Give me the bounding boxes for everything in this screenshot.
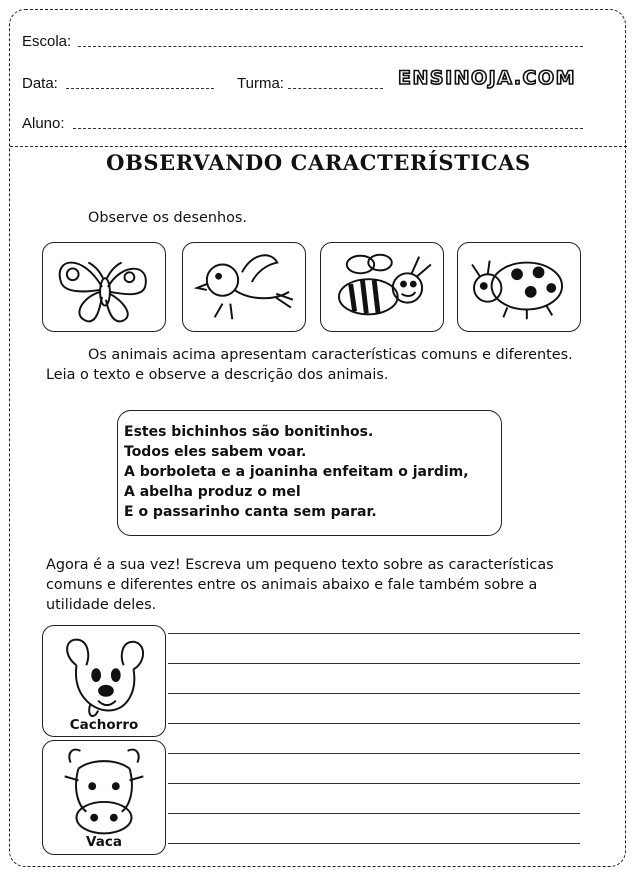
paragraph1-line1: Os animais acima apresentam características comuns e diferentes. — [88, 347, 573, 363]
poem-line: E o passarinho canta sem parar. — [124, 504, 377, 520]
writing-line[interactable] — [168, 843, 580, 844]
turma-label: Turma: — [237, 75, 284, 92]
turma-field[interactable] — [288, 88, 383, 89]
bird-icon — [183, 243, 305, 331]
escola-label: Escola: — [22, 33, 72, 50]
page-title: OBSERVANDO CARACTERÍSTICAS — [106, 150, 531, 175]
ensinoja-logo: ENSINOJA.COM — [398, 67, 577, 89]
butterfly-icon — [43, 243, 165, 331]
poem-line: Todos eles sabem voar. — [124, 444, 307, 460]
animal-label: Vaca — [86, 834, 122, 850]
animal-label: Cachorro — [69, 717, 139, 733]
picture-box-bee — [320, 242, 444, 332]
animal-box-cachorro — [42, 625, 166, 737]
writing-line[interactable] — [168, 723, 580, 724]
paragraph2-line2: comuns e diferentes entre os animais abaixo e fale também sobre a — [46, 577, 538, 593]
ladybug-icon — [458, 243, 580, 331]
poem-line: A abelha produz o mel — [124, 484, 301, 500]
writing-line[interactable] — [168, 813, 580, 814]
header-separator — [10, 146, 627, 147]
data-label: Data: — [22, 75, 58, 92]
picture-box-bird — [182, 242, 306, 332]
escola-field[interactable] — [78, 46, 583, 47]
animal-box-vaca — [42, 740, 166, 855]
writing-line[interactable] — [168, 783, 580, 784]
writing-line[interactable] — [168, 693, 580, 694]
paragraph2-line3: utilidade deles. — [46, 597, 157, 613]
aluno-label: Aluno: — [22, 115, 65, 132]
poem-line: A borboleta e a joaninha enfeitam o jardim, — [124, 464, 469, 480]
instruction-text: Observe os desenhos. — [88, 210, 248, 226]
paragraph2-line1: Agora é a sua vez! Escreva um pequeno texto sobre as características — [46, 557, 554, 573]
writing-line[interactable] — [168, 633, 580, 634]
picture-box-ladybug — [457, 242, 581, 332]
bee-icon — [321, 243, 443, 331]
paragraph1-line2: Leia o texto e observe a descrição dos animais. — [46, 367, 389, 383]
picture-box-butterfly — [42, 242, 166, 332]
data-field[interactable] — [66, 88, 214, 89]
poem-line: Estes bichinhos são bonitinhos. — [124, 424, 374, 440]
writing-line[interactable] — [168, 753, 580, 754]
writing-line[interactable] — [168, 663, 580, 664]
aluno-field[interactable] — [73, 128, 583, 129]
